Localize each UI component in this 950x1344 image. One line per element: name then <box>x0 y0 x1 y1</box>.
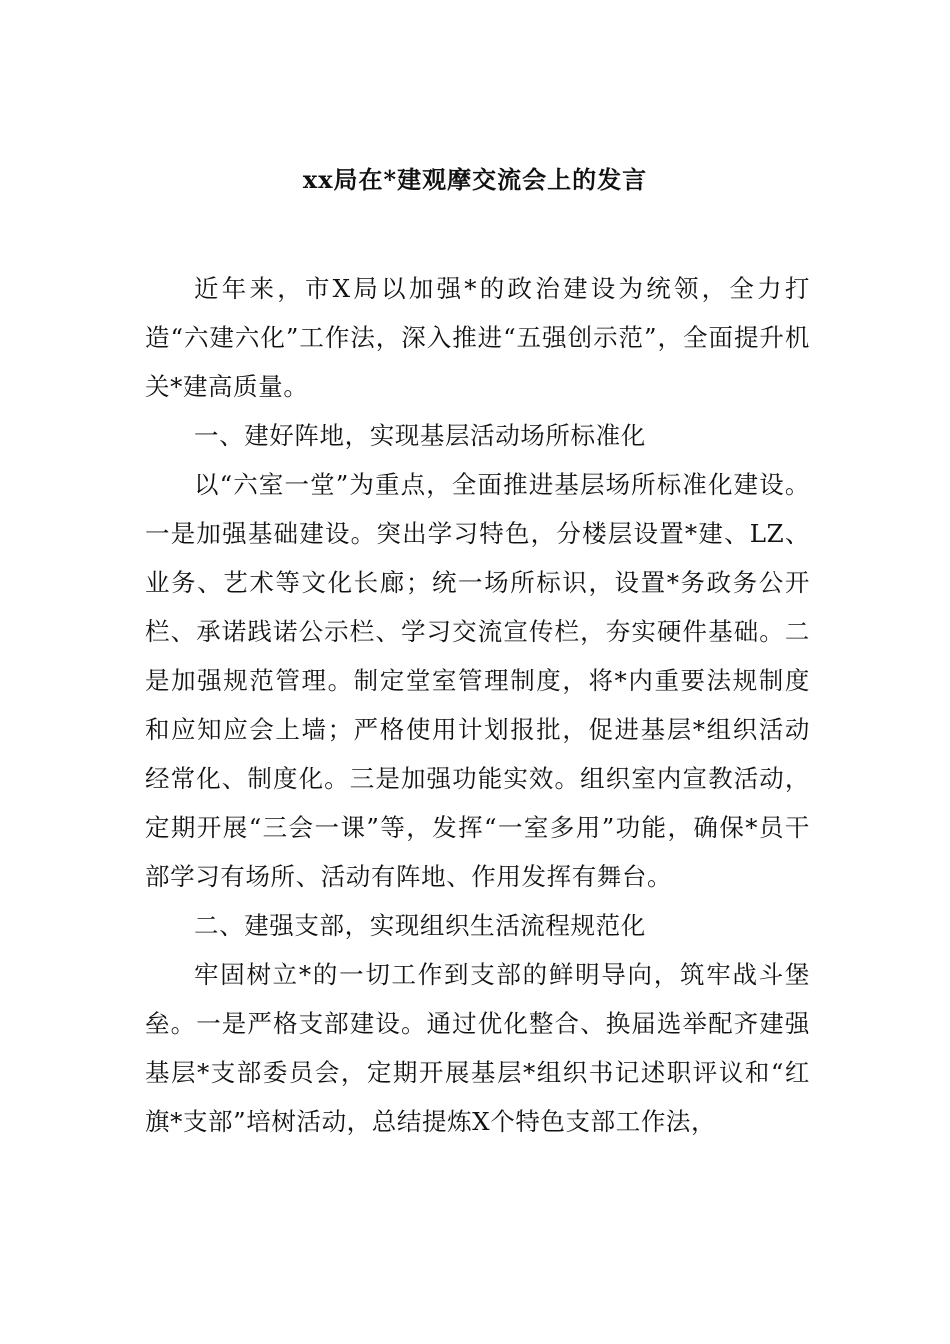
document-body <box>145 264 810 1146</box>
section-1-paragraph: 以“六室一堂”为重点，全面推进基层场所标准化建设。一是加强基础建设。突出学习特色，分楼层设置*建、LZ、业务、艺术等文化长廊；统一场所标识，设置*务政务公开栏、承诺践诺公示栏、学习交流宣传栏，夯实硬件基础。二是加强规范管理。制定堂室管理制度，将*内重要法规制度和应知应会上墙；严格使用计划报批，促进基层*组织活动经常化、制度化。三是加强功能实效。组织室内宣教活动，定期开展“三会一课”等，发挥“一室多用”功能，确保*员干部学习有场所、活动有阵地、作用发挥有舞台。 <box>145 470 810 891</box>
section-2-paragraph: 牢固树立*的一切工作到支部的鲜明导向，筑牢战斗堡垒。一是严格支部建设。通过优化整合、换届选举配齐建强基层*支部委员会，定期开展基层*组织书记述职评议和“红旗*支部”培树活动，总结提炼X个特色支部工作法， <box>145 960 810 1136</box>
section-heading-1: 一、建好阵地，实现基层活动场所标准化 <box>194 421 646 450</box>
section-heading-2: 二、建强支部，实现组织生活流程规范化 <box>194 911 646 940</box>
intro-paragraph: 近年来，市X局以加强*的政治建设为统领，全力打造“六建六化”工作法，深入推进“五强创示范”，全面提升机关*建高质量。 <box>145 274 810 401</box>
document-title: xx局在*建观摩交流会上的发言 <box>302 165 648 194</box>
